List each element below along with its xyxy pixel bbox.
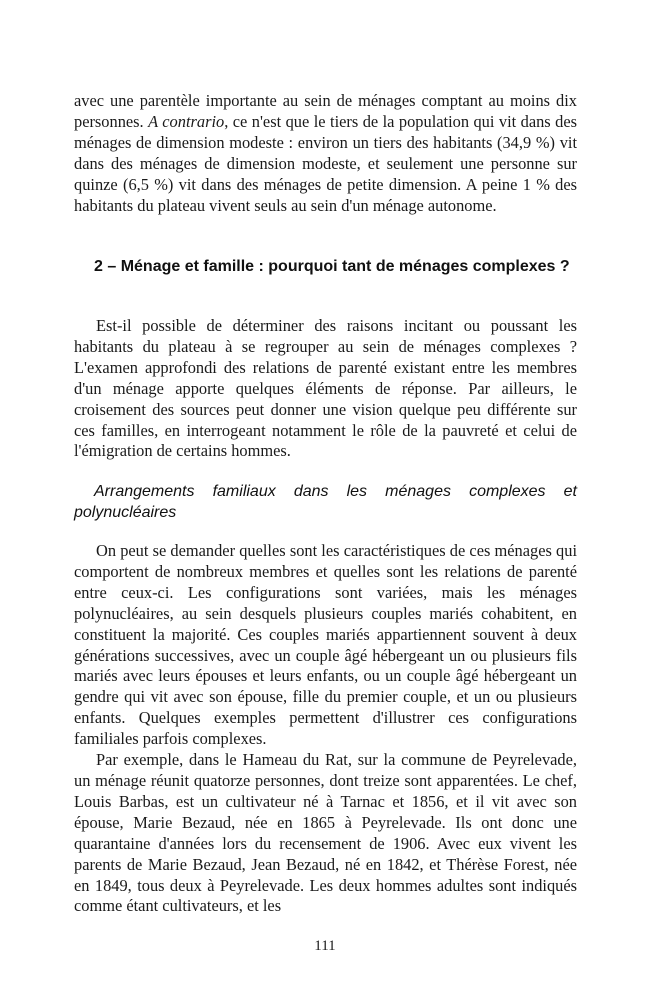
paragraph-4: Par exemple, dans le Hameau du Rat, sur la commune de Peyrelevade, un ménage réunit quatorze personnes, dont treize sont apparentées. Le chef, Louis Barbas, est un cultivateur né à Tarnac et 1856, et il vit avec son épouse, Marie Bezaud, née en 1865 à Peyrelevade. Ils ont donc une quarantaine d'années lors du recensement de 1906. Avec eux vivent les parents de Marie Bezaud, Jean Bezaud, né en 1842, et Thérèse Forest, née en 1849, tous deux à Peyrelevade. Les deux hommes adultes sont indiqués comme étant cultivateurs, et les bbox=[74, 750, 577, 916]
paragraph-2-block bbox=[74, 316, 577, 462]
subsection-heading-block bbox=[74, 481, 577, 523]
paragraph-3-block bbox=[74, 541, 577, 917]
paragraph-1 bbox=[74, 91, 577, 216]
paragraph-continuation bbox=[74, 91, 577, 216]
paragraph-1-text-b: , ce n'est que le tiers de la population qui vit dans des ménages de dimension modeste : environ un tiers des habitants (34,9 %) vit dans des ménages de dimension modeste, et seulement une personne sur quinze (6,5 %) vit dans des ménages de petite dimension. A peine 1 % des habitants du plateau vivent seuls au sein d'un ménage autonome. bbox=[74, 111, 577, 215]
section-heading-block bbox=[74, 256, 577, 277]
paragraph-1-italic: A contrario bbox=[148, 111, 225, 131]
paragraph-2: Est-il possible de déterminer des raisons incitant ou poussant les habitants du plateau à se regrouper au sein de ménages complexes ? L'examen approfondi des relations de parenté existant entre les membres d'un ménage apporte quelques éléments de réponse. Par ailleurs, le croisement des sources peut donner une vision quelque peu différente sur ces familles, en interrogeant notamment le rôle de la pauvreté et celui de l'émigration de certains hommes. bbox=[74, 316, 577, 461]
section-heading: 2 – Ménage et famille : pourquoi tant de ménages complexes ? bbox=[94, 258, 570, 275]
page-number: 111 bbox=[314, 938, 336, 954]
paragraph-1-text-a: avec une parentèle importante au sein de ménages comptant au moins dix personnes. bbox=[74, 91, 577, 131]
subsection-heading: Arrangements familiaux dans les ménages complexes et polynucléaires bbox=[74, 483, 577, 521]
paragraph-3: On peut se demander quelles sont les caractéristiques de ces ménages qui comportent de nombreux membres et quelles sont les relations de parenté entre ceux-ci. Les configurations sont variées, mais les ménages polynucléaires, au sein desquels plusieurs couples mariés cohabitent, en constituent la majorité. Ces couples mariés appartiennent souvent à deux générations successives, avec un couple âgé hébergeant un ou plusieurs fils mariés avec leurs épouses et leurs enfants, ou un couple âgé hébergeant un gendre qui vit avec son épouse, fille du premier couple, et un ou plusieurs enfants. Quelques exemples permettent d'illustrer ces configurations familiales parfois complexes. bbox=[74, 541, 577, 749]
